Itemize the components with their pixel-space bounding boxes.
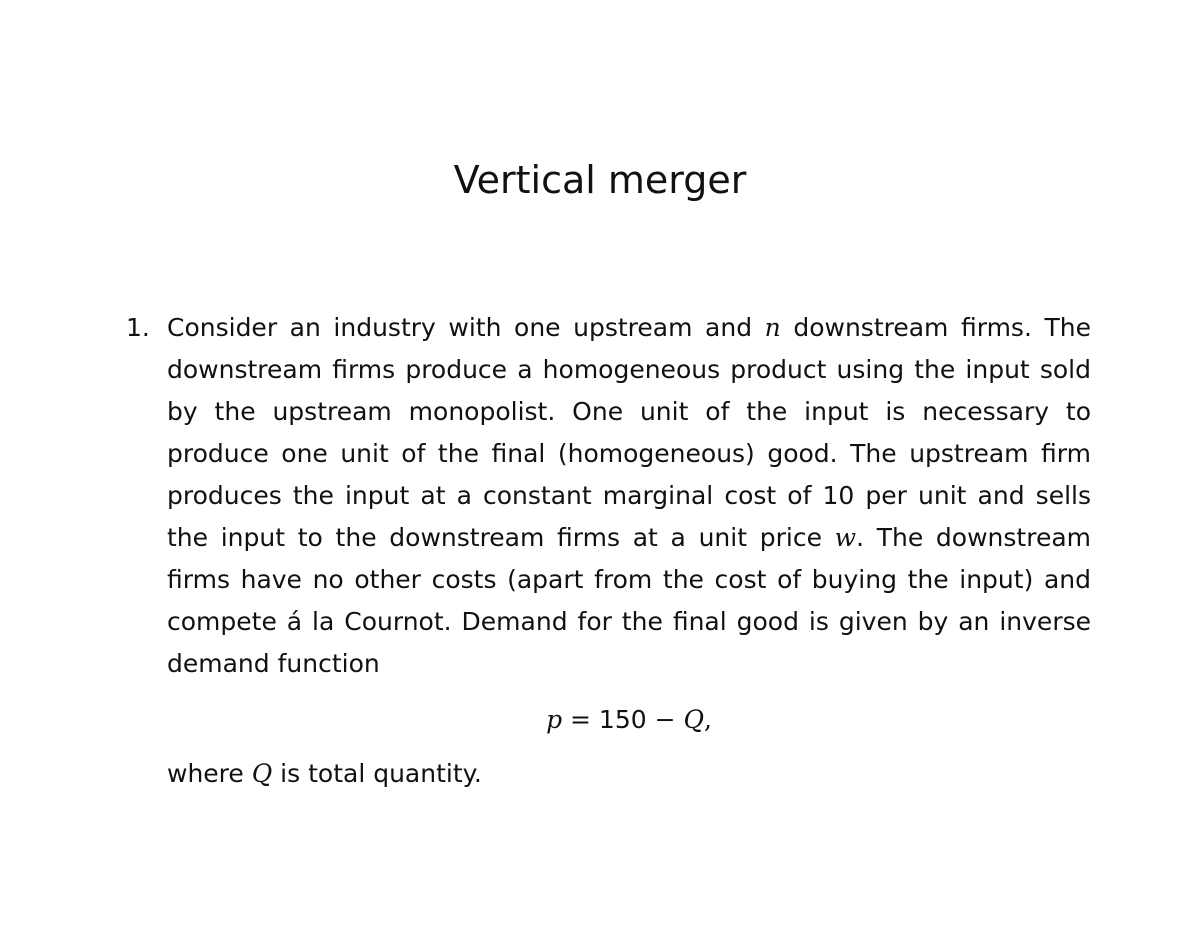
variable-n: n (764, 313, 781, 342)
text-after-w: . The downstream firms have no other costs (apart from the cost of buying the input) and compete á la Cournot. Demand for the final good is given by an inverse demand function (167, 523, 1092, 678)
after-equation-text (167, 753, 1091, 795)
problem-text (167, 307, 1091, 685)
equation-lhs: p (546, 705, 563, 734)
problem-item (126, 307, 1092, 795)
after-text-after-var: is total quantity. (272, 759, 482, 788)
after-variable-q: Q (251, 759, 273, 788)
slide-title: Vertical merger (453, 158, 747, 202)
variable-w: w (834, 523, 857, 552)
text-before-w: downstream firms. The downstream firms produce a homogeneous product using the input sold by the upstream monopolist. One unit of the input is necessary to produce one unit of the final (homogeneous) good. The upstream firm produces the input at a constant marginal cost of 10 per unit and sells the input to the downstream firms at a unit price (167, 313, 1091, 552)
after-text-before-var: where (167, 759, 252, 788)
item-number: 1. (126, 313, 150, 342)
equation-equals: = (562, 705, 599, 734)
demand-equation (167, 699, 1091, 741)
equation-minus: − (646, 705, 684, 734)
equation-rhs-var: Q (683, 705, 704, 734)
equation-constant: 150 (598, 705, 647, 734)
text-before-n: Consider an industry with one upstream and (167, 313, 765, 342)
equation-trailing: , (703, 705, 712, 734)
